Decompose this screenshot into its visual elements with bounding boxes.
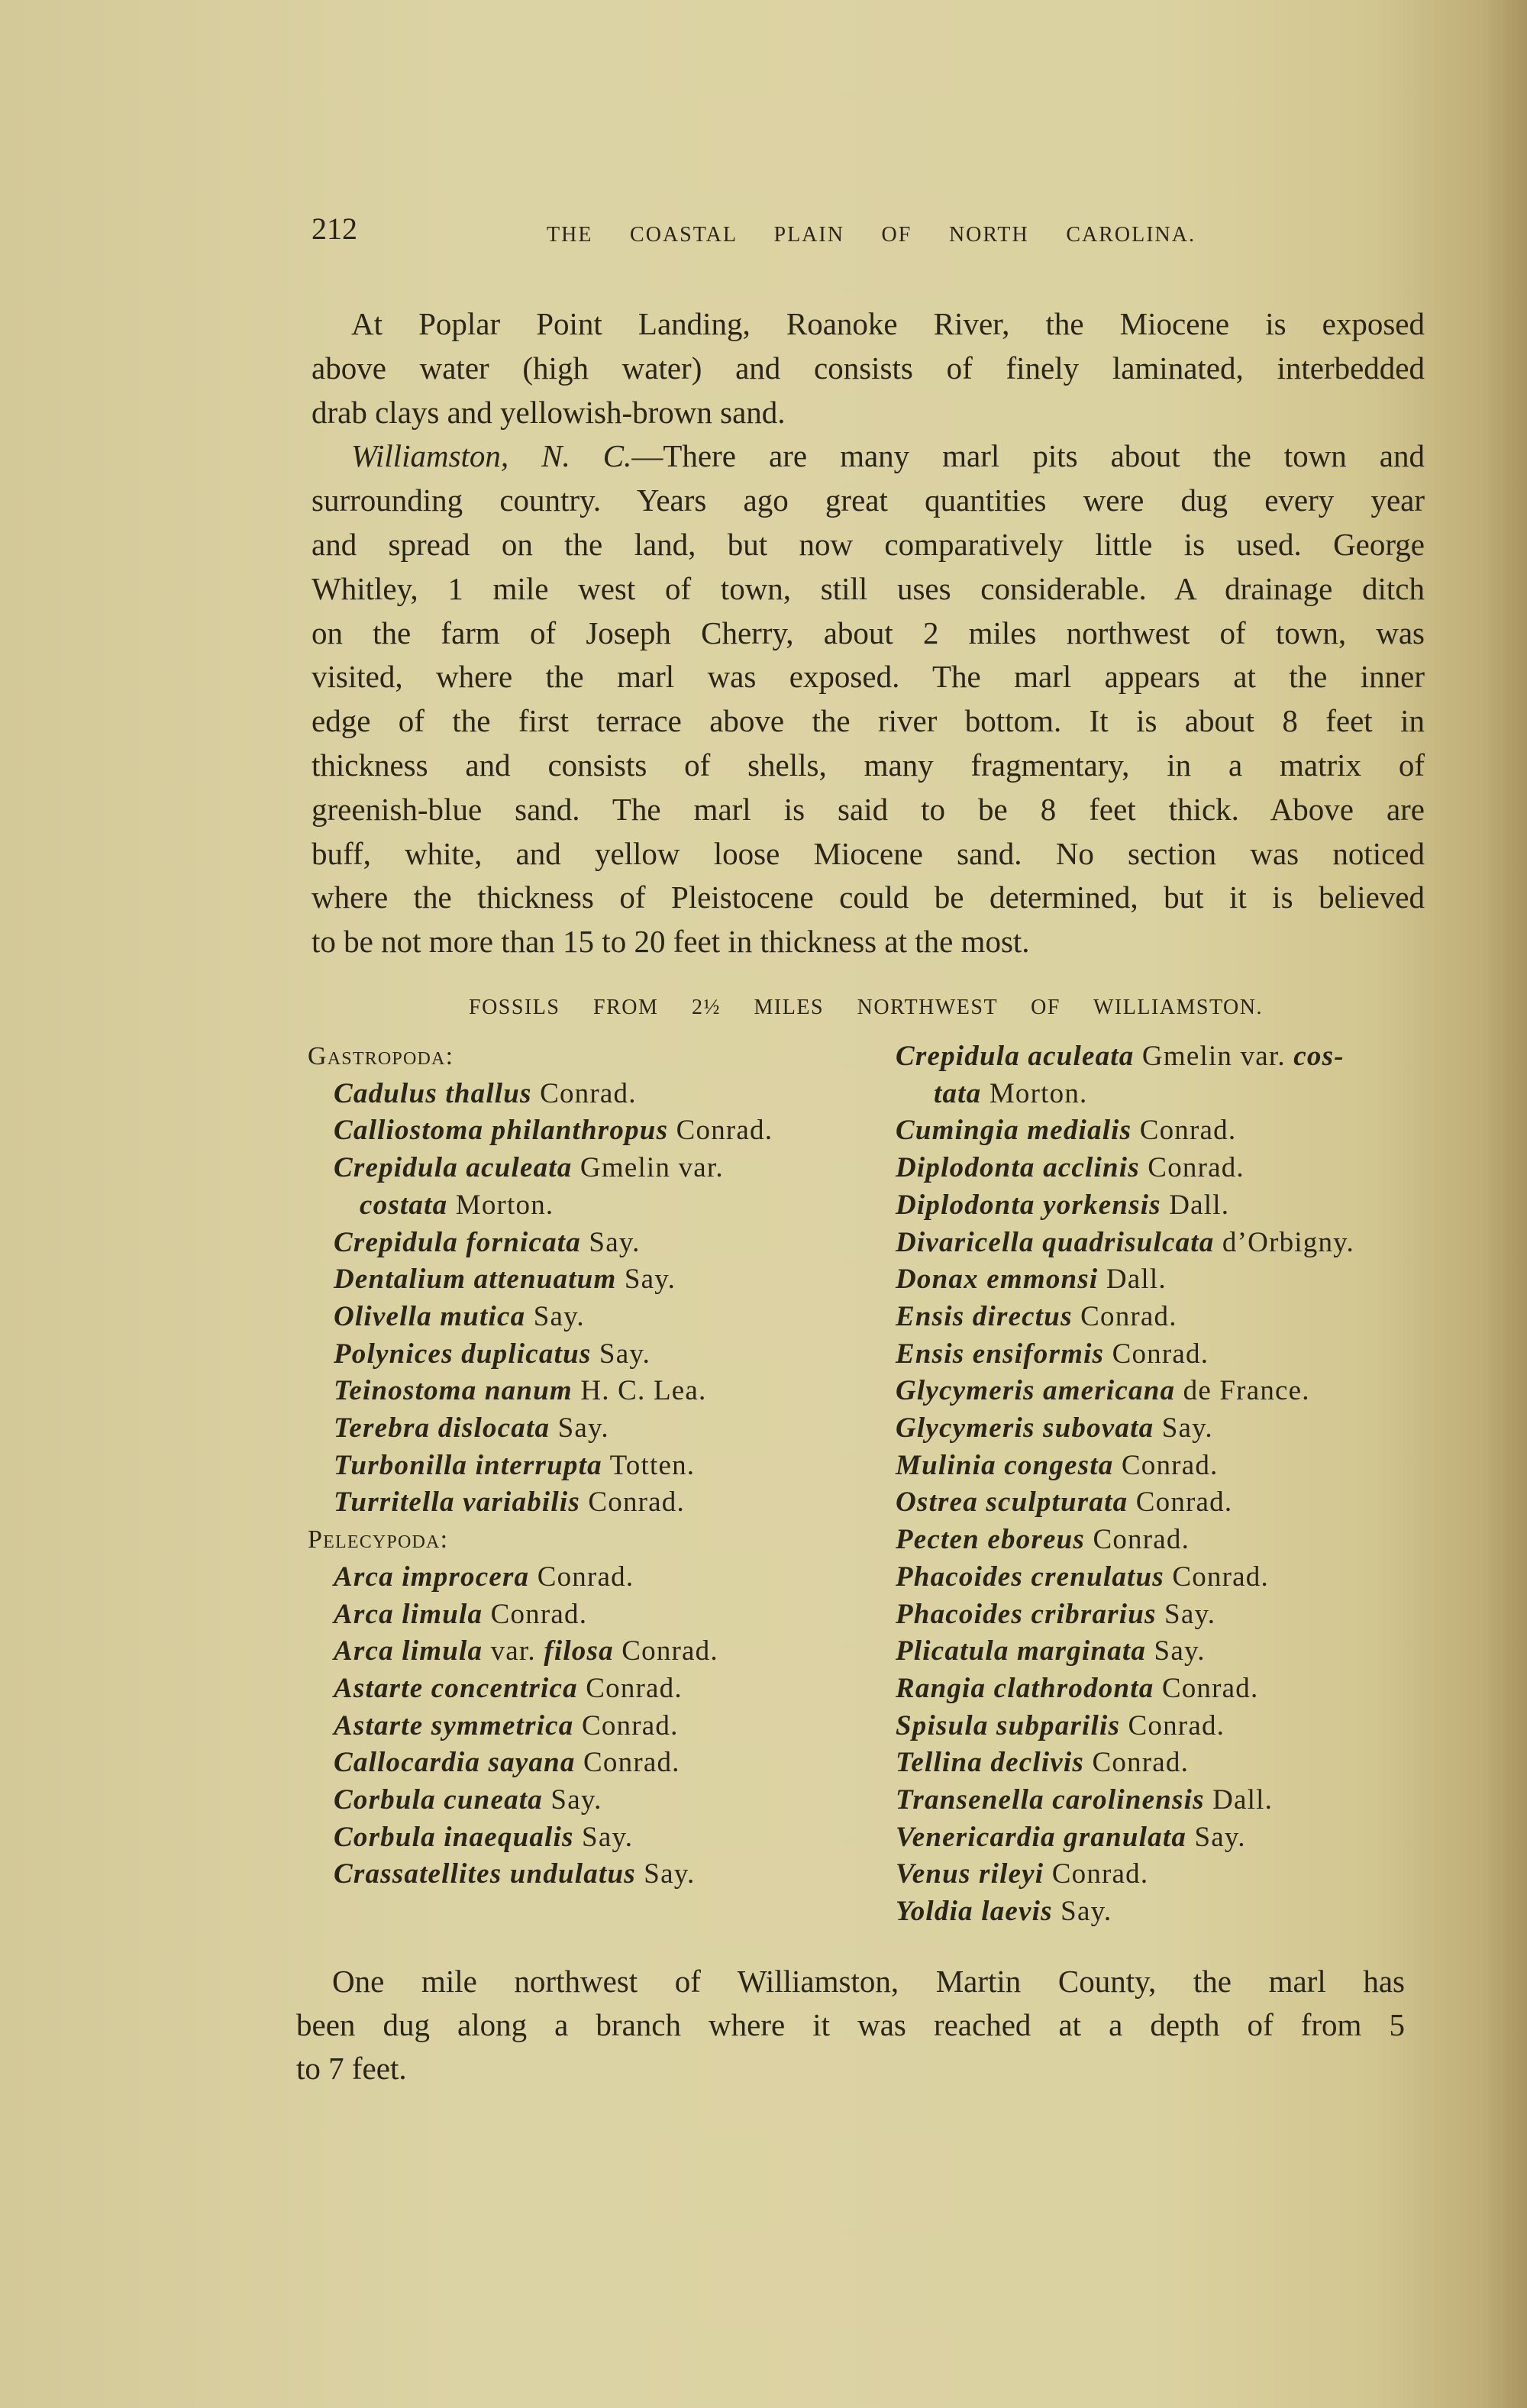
text-run: Conrad. xyxy=(1084,1747,1190,1779)
fossil-list-item xyxy=(896,1893,1430,1931)
italic-text: Astarte symmetrica xyxy=(334,1709,574,1741)
fossil-list-item xyxy=(308,1782,888,1819)
fossil-list-item xyxy=(896,1596,1430,1634)
text-run: One mile northwest of Williamston, Martin County, the marl has xyxy=(332,1964,1405,1999)
fossil-list-item xyxy=(896,1856,1430,1893)
text-run: Conrad. xyxy=(577,1672,683,1704)
text-line xyxy=(312,434,1425,479)
italic-text: Yoldia laevis xyxy=(896,1896,1053,1928)
italic-text: Venericardia granulata xyxy=(896,1821,1187,1853)
text-run: Conrad. xyxy=(579,1486,685,1519)
fossil-list-right-column xyxy=(896,1038,1430,1931)
italic-text: Ostrea sculpturata xyxy=(896,1486,1128,1519)
text-run: Conrad. xyxy=(1139,1152,1245,1184)
fossil-list-title: FOSSILS FROM 2½ MILES NORTHWEST OF WILLIAMSTON. xyxy=(469,996,1263,1019)
text-run: —There are many marl pits about the town and xyxy=(631,438,1425,474)
italic-text: Transenella carolinensis xyxy=(896,1784,1205,1816)
text-line xyxy=(312,523,1425,567)
fossil-list-item xyxy=(308,1633,888,1670)
fossil-list-item xyxy=(308,1225,888,1262)
fossil-list-item xyxy=(308,1819,888,1857)
text-line xyxy=(312,479,1425,523)
text-line xyxy=(312,920,1425,964)
fossil-list-item xyxy=(896,1225,1430,1262)
text-line xyxy=(312,699,1425,744)
text-run: Gmelin var. xyxy=(1134,1041,1294,1072)
text-run: H. C. Lea. xyxy=(572,1375,707,1407)
text-run: Say. xyxy=(542,1784,602,1816)
italic-text: Cadulus thallus xyxy=(334,1077,532,1109)
italic-text: filosa xyxy=(544,1635,614,1667)
text-run: At Poplar Point Landing, Roanoke River, the Miocene is exposed xyxy=(351,306,1425,341)
text-run: Say. xyxy=(616,1264,676,1296)
italic-text: Arca improcera xyxy=(334,1561,530,1593)
italic-text: Turbonilla interrupta xyxy=(334,1449,602,1481)
text-run: Say. xyxy=(591,1338,651,1370)
italic-text: Glycymeris americana xyxy=(896,1375,1176,1407)
text-run: Say. xyxy=(580,1226,641,1258)
text-run: Conrad. xyxy=(1120,1709,1225,1741)
fossil-list-item xyxy=(308,1150,888,1187)
fossil-list-item xyxy=(896,1708,1430,1745)
italic-text: Divaricella quadrisulcata xyxy=(896,1226,1215,1258)
italic-text: Turritella variabilis xyxy=(334,1486,580,1519)
fossil-list-item xyxy=(308,1745,888,1782)
text-run: on the farm of Joseph Cherry, about 2 miles northwest of town, was xyxy=(312,615,1425,650)
text-line xyxy=(312,347,1425,391)
text-run: de France. xyxy=(1175,1375,1310,1407)
fossil-list-item xyxy=(308,1373,888,1410)
fossil-list-item xyxy=(896,1782,1430,1819)
text-run: Conrad. xyxy=(1085,1524,1190,1556)
fossil-list-item xyxy=(308,1076,888,1113)
text-run: Say. xyxy=(1186,1821,1246,1853)
italic-text: Diplodonta acclinis xyxy=(896,1152,1140,1184)
text-run: Say. xyxy=(1154,1412,1213,1444)
fossil-list-item xyxy=(308,1670,888,1708)
italic-text: Glycymeris subovata xyxy=(896,1412,1154,1444)
text-run: been dug along a branch where it was reached at a depth of from 5 xyxy=(296,2007,1405,2042)
text-line xyxy=(312,876,1425,920)
body-paragraphs xyxy=(312,302,1425,964)
italic-text: Crepidula fornicata xyxy=(334,1226,581,1258)
italic-text: Phacoides crenulatus xyxy=(896,1561,1164,1593)
fossil-list-item xyxy=(308,1559,888,1596)
fossil-list-item xyxy=(896,1448,1430,1485)
text-line xyxy=(312,788,1425,832)
text-run: Gastropoda: xyxy=(308,1042,454,1070)
text-run: edge of the first terrace above the river bottom. It is about 8 feet in xyxy=(312,703,1425,739)
italic-text: tata xyxy=(934,1077,982,1109)
italic-text: Arca limula xyxy=(334,1598,483,1630)
text-run: Conrad. xyxy=(1044,1858,1149,1890)
fossil-list-item xyxy=(896,1410,1430,1448)
fossil-list-item xyxy=(308,1336,888,1373)
text-line xyxy=(312,744,1425,788)
text-run: Morton. xyxy=(447,1189,554,1221)
taxon-group-heading xyxy=(308,1522,888,1559)
text-run: buff, white, and yellow loose Miocene sand. No section was noticed xyxy=(312,835,1425,871)
italic-text: Rangia clathrodonta xyxy=(896,1672,1154,1704)
italic-text: Olivella mutica xyxy=(334,1300,526,1332)
italic-text: costata xyxy=(360,1189,448,1221)
fossil-list-item xyxy=(896,1187,1430,1225)
closing-paragraph xyxy=(296,1960,1405,2090)
text-line xyxy=(296,2003,1405,2047)
fossil-list-item xyxy=(308,1708,888,1745)
fossil-list-item xyxy=(896,1819,1430,1857)
fossil-list-item xyxy=(896,1373,1430,1410)
italic-text: Mulinia congesta xyxy=(896,1449,1114,1481)
text-run: Conrad. xyxy=(668,1115,773,1147)
text-run: Conrad. xyxy=(613,1635,718,1667)
text-run: where the thickness of Pleistocene could be determined, but it is believed xyxy=(312,880,1425,915)
fossil-list-item xyxy=(896,1076,1430,1113)
italic-text: Venus rileyi xyxy=(896,1858,1044,1890)
fossil-list-item xyxy=(308,1448,888,1485)
fossil-list-left-column xyxy=(308,1038,888,1893)
italic-text: Terebra dislocata xyxy=(334,1412,550,1444)
text-run: visited, where the marl was exposed. The marl appears at the inner xyxy=(312,659,1425,695)
fossil-list-item xyxy=(896,1336,1430,1373)
text-run: Pelecypoda: xyxy=(308,1525,449,1554)
text-run: d’Orbigny. xyxy=(1214,1226,1354,1258)
fossil-list-item xyxy=(308,1410,888,1448)
italic-text: Williamston, N. C. xyxy=(351,438,632,474)
text-run: Conrad. xyxy=(1132,1115,1237,1147)
text-line xyxy=(312,655,1425,699)
italic-text: Tellina declivis xyxy=(896,1747,1084,1779)
text-run: Conrad. xyxy=(1164,1561,1269,1593)
text-run: Conrad. xyxy=(1104,1338,1209,1370)
fossil-list-item xyxy=(896,1484,1430,1522)
italic-text: Plicatula marginata xyxy=(896,1635,1147,1667)
fossil-list-item xyxy=(896,1299,1430,1336)
italic-text: Arca limula xyxy=(334,1635,483,1667)
italic-text: Crassatellites undulatus xyxy=(334,1858,636,1890)
fossil-list-item xyxy=(896,1633,1430,1670)
text-line xyxy=(296,2047,1405,2090)
fossil-list-item xyxy=(896,1038,1430,1076)
text-run: Say. xyxy=(525,1300,585,1332)
fossil-list-item xyxy=(308,1596,888,1634)
italic-text: Teinostoma nanum xyxy=(334,1375,573,1407)
text-run: Conrad. xyxy=(531,1077,637,1109)
text-line xyxy=(312,612,1425,656)
text-run: Totten. xyxy=(602,1449,696,1481)
text-run: Gmelin var. xyxy=(572,1152,724,1184)
text-run: above water (high water) and consists of finely laminated, interbedded xyxy=(312,350,1425,386)
text-run: Say. xyxy=(573,1821,634,1853)
text-run: Conrad. xyxy=(573,1709,679,1741)
fossil-list-item xyxy=(896,1745,1430,1782)
fossil-list-item xyxy=(896,1522,1430,1559)
italic-text: Calliostoma philanthropus xyxy=(334,1115,669,1147)
text-run: Conrad. xyxy=(1113,1449,1219,1481)
fossil-list-item xyxy=(308,1484,888,1522)
fossil-list-item xyxy=(308,1112,888,1150)
text-run: Conrad. xyxy=(529,1561,634,1593)
text-run: to 7 feet. xyxy=(296,2051,407,2086)
running-title: THE COASTAL PLAIN OF NORTH CAROLINA. xyxy=(547,223,1196,247)
fossil-list-item xyxy=(896,1112,1430,1150)
fossil-list-item xyxy=(896,1150,1430,1187)
text-run: Dall. xyxy=(1161,1189,1230,1221)
italic-text: Dentalium attenuatum xyxy=(334,1264,617,1296)
text-line xyxy=(296,1960,1405,2003)
italic-text: Corbula cuneata xyxy=(334,1784,543,1816)
fossil-list-item xyxy=(896,1261,1430,1299)
text-line xyxy=(312,567,1425,612)
fossil-list-item xyxy=(308,1299,888,1336)
italic-text: Donax emmonsi xyxy=(896,1264,1099,1296)
italic-text: Polynices duplicatus xyxy=(334,1338,592,1370)
text-run: Conrad. xyxy=(1154,1672,1259,1704)
text-run: surrounding country. Years ago great quantities were dug every year xyxy=(312,483,1425,518)
text-run: Conrad. xyxy=(1128,1486,1233,1519)
fossil-list-item xyxy=(896,1559,1430,1596)
text-line xyxy=(312,832,1425,876)
page-number: 212 xyxy=(312,211,357,246)
text-run: Say. xyxy=(1146,1635,1206,1667)
text-run: greenish-blue sand. The marl is said to be 8 feet thick. Above are xyxy=(312,791,1425,827)
taxon-group-heading xyxy=(308,1038,888,1076)
text-run: Conrad. xyxy=(1072,1300,1177,1332)
italic-text: Callocardia sayana xyxy=(334,1747,576,1779)
italic-text: Astarte concentrica xyxy=(334,1672,578,1704)
italic-text: Crepidula aculeata xyxy=(896,1041,1135,1072)
text-run: and spread on the land, but now comparatively little is used. George xyxy=(312,526,1425,562)
italic-text: cos- xyxy=(1293,1041,1345,1072)
italic-text: Diplodonta yorkensis xyxy=(896,1189,1161,1221)
text-run: Say. xyxy=(550,1412,609,1444)
italic-text: Cumingia medialis xyxy=(896,1115,1132,1147)
fossil-list-item xyxy=(896,1670,1430,1708)
text-run: Dall. xyxy=(1098,1264,1167,1296)
text-run: drab clays and yellowish-brown sand. xyxy=(312,394,786,430)
italic-text: Phacoides cribrarius xyxy=(896,1598,1157,1630)
italic-text: Ensis ensiformis xyxy=(896,1338,1105,1370)
text-run: Conrad. xyxy=(575,1747,680,1779)
text-run: thickness and consists of shells, many fragmentary, in a matrix of xyxy=(312,747,1425,783)
italic-text: Spisula subparilis xyxy=(896,1709,1121,1741)
text-run: Whitley, 1 mile west of town, still uses considerable. A drainage ditch xyxy=(312,570,1425,606)
italic-text: Pecten eboreus xyxy=(896,1524,1085,1556)
italic-text: Crepidula aculeata xyxy=(334,1152,573,1184)
text-run: Say. xyxy=(1156,1598,1216,1630)
text-run: Morton. xyxy=(981,1077,1088,1109)
text-line xyxy=(312,391,1425,435)
italic-text: Corbula inaequalis xyxy=(334,1821,574,1853)
fossil-list-item xyxy=(308,1187,888,1225)
italic-text: Ensis directus xyxy=(896,1300,1073,1332)
fossil-list-item xyxy=(308,1856,888,1893)
text-run: var. xyxy=(483,1635,544,1667)
text-line xyxy=(312,302,1425,347)
fossil-list-item xyxy=(308,1261,888,1299)
text-run: Say. xyxy=(1052,1896,1112,1928)
text-run: Conrad. xyxy=(483,1598,588,1630)
text-run: Say. xyxy=(635,1858,696,1890)
text-run: Dall. xyxy=(1204,1784,1274,1816)
text-run: to be not more than 15 to 20 feet in thickness at the most. xyxy=(312,924,1030,960)
